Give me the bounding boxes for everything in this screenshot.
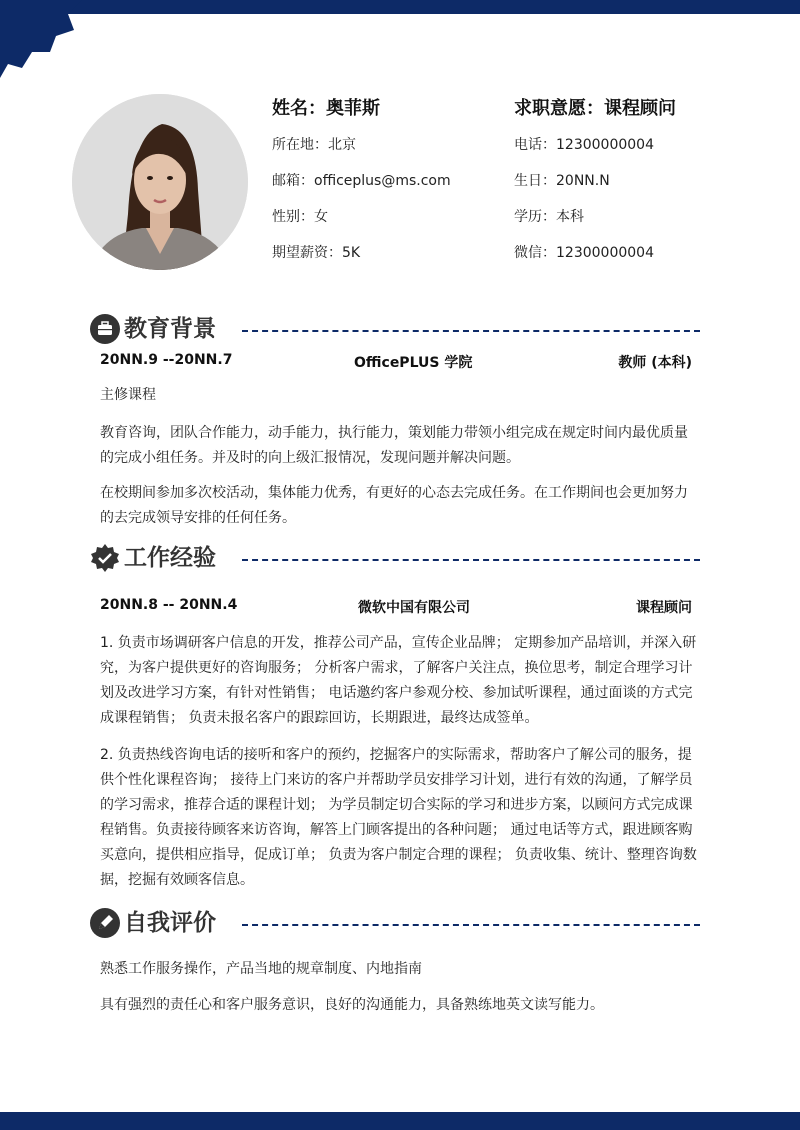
phone-field: 电话：12300000004 bbox=[514, 137, 654, 153]
pen-icon bbox=[90, 908, 120, 938]
location-field: 所在地：北京 bbox=[272, 137, 356, 153]
job-objective: 求职意愿：课程顾问 bbox=[514, 98, 676, 119]
education-degree: 教师 (本科) bbox=[618, 355, 692, 371]
education-level-field: 学历：本科 bbox=[514, 209, 584, 225]
work-period: 20NN.8 -- 20NN.4 bbox=[100, 597, 238, 613]
birthday-field: 生日：20NN.N bbox=[514, 173, 610, 189]
salary-field: 期望薪资：5K bbox=[272, 245, 361, 261]
gender-field: 性别：女 bbox=[272, 209, 328, 225]
education-paragraph: 教育咨询，团队合作能力，动手能力，执行能力，策划能力带领小组完成在规定时间内最优质量的完成小组任务。并及时的向上级汇报情况，发现问题并解决问题。 bbox=[100, 425, 688, 466]
wechat-field: 微信：12300000004 bbox=[514, 245, 654, 261]
work-company: 微软中国有限公司 bbox=[358, 600, 470, 616]
email-field: 邮箱：officeplus@ms.com bbox=[272, 173, 451, 189]
work-paragraph: 1. 负责市场调研客户信息的开发，推荐公司产品，宣传企业品牌； 定期参加产品培训，并深入研究，为客户提供更好的咨询服务； 分析客户需求，了解客户关注点，换位思考，制定合理学习计划及改进学习方案，有针对性销售； 电话邀约客户参观分校、参加试听课程，通过面谈的方式完成课程销售； 负责未报名客户的跟踪回访，长期跟进，最终达成签单。 bbox=[100, 635, 697, 726]
education-paragraph: 主修课程 bbox=[100, 387, 156, 403]
corner-decoration bbox=[0, 0, 82, 80]
section-divider bbox=[242, 924, 700, 926]
work-entry-row bbox=[100, 597, 692, 617]
badge-check-icon bbox=[90, 543, 120, 573]
education-section-header bbox=[90, 312, 700, 346]
education-school: OfficePLUS 学院 bbox=[354, 355, 473, 371]
education-period: 20NN.9 --20NN.7 bbox=[100, 352, 233, 368]
bottom-accent-bar bbox=[0, 1112, 800, 1130]
self-evaluation-paragraph: 具有强烈的责任心和客户服务意识，良好的沟通能力，具备熟练地英文读写能力。 bbox=[100, 997, 604, 1013]
section-title: 工作经验 bbox=[124, 545, 216, 571]
work-paragraph: 2. 负责热线咨询电话的接听和客户的预约，挖掘客户的实际需求，帮助客户了解公司的服务，提供个性化课程咨询； 接待上门来访的客户并帮助学员安排学习计划，进行有效的沟通，了解学员的学习需求，推荐合适的课程计划； 为学员制定切合实际的学习和进步方案，以顾问方式完成课程销售。负责接待顾客来访咨询，解答上门顾客提出的各种问题； 通过电话等方式，跟进顾客购买意向，提供相应指导，促成订单； 负责为客户制定合理的课程； 负责收集、统计、整理咨询数据，挖掘有效顾客信息。 bbox=[100, 747, 697, 888]
profile-photo bbox=[72, 94, 248, 270]
education-paragraph: 在校期间参加多次校活动，集体能力优秀，有更好的心态去完成任务。在工作期间也会更加努力的去完成领导安排的任何任务。 bbox=[100, 485, 688, 526]
candidate-name: 姓名：奥菲斯 bbox=[272, 98, 380, 119]
work-section-header bbox=[90, 541, 700, 575]
section-divider bbox=[242, 330, 700, 332]
education-entry-row bbox=[100, 352, 692, 372]
self-evaluation-paragraph: 熟悉工作服务操作，产品当地的规章制度、内地指南 bbox=[100, 961, 422, 977]
section-title: 教育背景 bbox=[124, 316, 216, 342]
briefcase-icon bbox=[90, 314, 120, 344]
section-title: 自我评价 bbox=[124, 910, 216, 936]
work-position: 课程顾问 bbox=[636, 600, 692, 616]
self-evaluation-section-header bbox=[90, 906, 700, 940]
section-divider bbox=[242, 559, 700, 561]
top-accent-bar bbox=[0, 0, 800, 14]
